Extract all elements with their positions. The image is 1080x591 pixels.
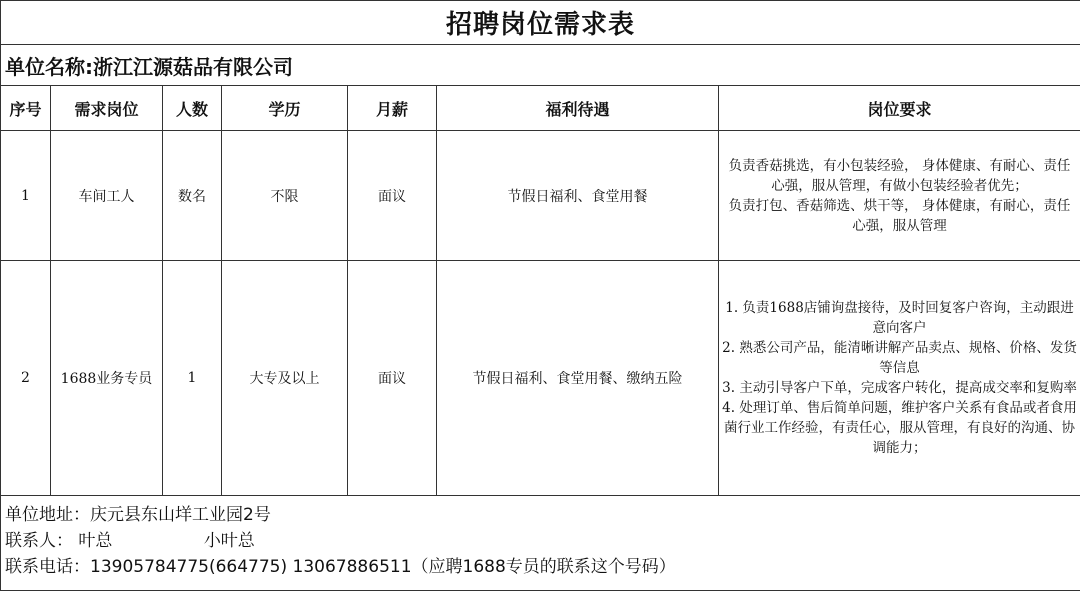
company-name: 单位名称:浙江江源菇品有限公司	[1, 45, 1080, 86]
row-benefits: 节假日福利、食堂用餐、缴纳五险	[437, 261, 719, 496]
header-benefits: 福利待遇	[437, 86, 719, 131]
table-row	[1, 261, 1080, 496]
table-row	[1, 131, 1080, 261]
header-count: 人数	[163, 86, 222, 131]
row-salary: 面议	[348, 261, 437, 496]
row-education: 不限	[222, 131, 348, 261]
requirement-line: 3. 主动引导客户下单，完成客户转化，提高成交率和复购率	[722, 378, 1077, 398]
contact-person-2: 小叶总	[204, 531, 255, 551]
requirement-line: 2. 熟悉公司产品，能清晰讲解产品卖点、规格、价格、发货等信息	[722, 338, 1077, 378]
table-header-row	[1, 86, 1080, 131]
requirement-line: 负责香菇挑选，有小包装经验， 身体健康、有耐心、责任心强，服从管理，有做小包装经验者优先；	[722, 156, 1077, 196]
row-count: 数名	[163, 131, 222, 261]
row-salary: 面议	[348, 131, 437, 261]
requirement-line: 1. 负责1688店铺询盘接待，及时回复客户咨询，主动跟进意向客户	[722, 298, 1077, 338]
row-no: 2	[1, 261, 51, 496]
header-requirements: 岗位要求	[719, 86, 1080, 131]
requirement-line: 负责打包、香菇筛选、烘干等， 身体健康，有耐心，责任心强，服从管理	[722, 196, 1077, 236]
page-title: 招聘岗位需求表	[1, 1, 1080, 45]
header-position: 需求岗位	[51, 86, 163, 131]
address-line: 单位地址：庆元县东山垟工业园2号	[5, 502, 1076, 528]
row-count: 1	[163, 261, 222, 496]
row-position: 1688业务专员	[51, 261, 163, 496]
contact-person-1: 叶总	[78, 531, 112, 551]
contact-line	[5, 528, 1076, 554]
contact-label: 联系人：	[5, 531, 73, 551]
header-salary: 月薪	[348, 86, 437, 131]
header-education: 学历	[222, 86, 348, 131]
row-position: 车间工人	[51, 131, 163, 261]
row-requirements	[719, 261, 1080, 496]
row-education: 大专及以上	[222, 261, 348, 496]
requirement-line: 4. 处理订单、售后简单问题，维护客户关系有食品或者食用菌行业工作经验，有责任心，服从管理，有良好的沟通、协调能力；	[722, 398, 1077, 458]
row-no: 1	[1, 131, 51, 261]
header-no: 序号	[1, 86, 51, 131]
row-requirements	[719, 131, 1080, 261]
footer-contact-info	[1, 496, 1080, 591]
phone-line: 联系电话：13905784775(664775) 13067886511（应聘1688专员的联系这个号码）	[5, 554, 1076, 580]
row-benefits: 节假日福利、食堂用餐	[437, 131, 719, 261]
